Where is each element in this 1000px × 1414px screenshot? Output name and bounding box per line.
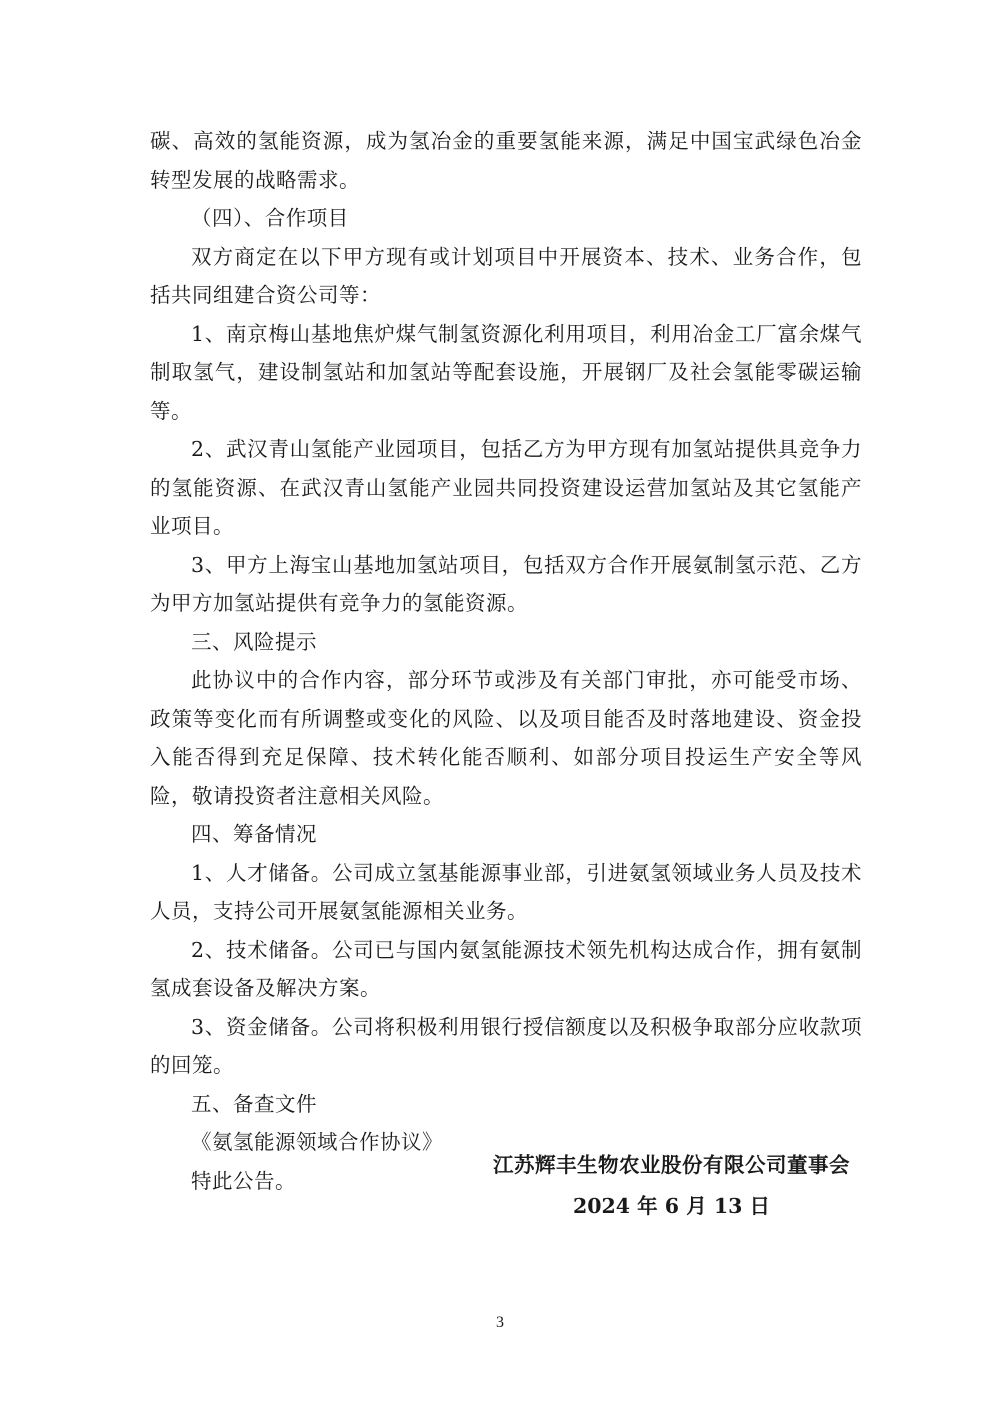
page-number: 3 [496,1314,504,1331]
list-item: 3、甲方上海宝山基地加氢站项目，包括双方合作开展氨制氢示范、乙方为甲方加氢站提供有竞争力的氢能资源。 [150,552,862,615]
list-item: 2、武汉青山氢能产业园项目，包括乙方为甲方现有加氢站提供具竞争力的氢能资源、在武汉青山氢能产业园共同投资建设运营加氢站及其它氢能产业项目。 [150,437,862,538]
section-heading-risk-notice: 三、风险提示 [191,629,317,654]
closing-statement: 特此公告。 [191,1168,296,1193]
reference-document-title: 《氨氢能源领域合作协议》 [191,1130,443,1154]
signature-date: 2024 年 6 月 13 日 [572,1194,771,1218]
list-item: 1、人才储备。公司成立氢基能源事业部，引进氨氢领域业务人员及技术人员，支持公司开展氨氢能源相关业务。 [150,860,862,923]
list-item: 3、资金储备。公司将积极利用银行授信额度以及积极争取部分应收款项的回笼。 [150,1014,862,1077]
paragraph: 此协议中的合作内容，部分环节或涉及有关部门审批，亦可能受市场、政策等变化而有所调整或变化的风险、以及项目能否及时落地建设、资金投入能否得到充足保障、技术转化能否顺利、如部分项目投运生产安全等风险，敬请投资者注意相关风险。 [150,668,862,808]
paragraph: 双方商定在以下甲方现有或计划项目中开展资本、技术、业务合作，包括共同组建合资公司等： [150,244,862,307]
paragraph-continuation: 碳、高效的氢能资源，成为氢冶金的重要氢能来源，满足中国宝武绿色冶金转型发展的战略需求。 [150,129,862,192]
list-item: 1、南京梅山基地焦炉煤气制氢资源化利用项目，利用冶金工厂富余煤气制取氢气，建设制氢站和加氢站等配套设施，开展钢厂及社会氢能零碳运输等。 [150,321,862,423]
section-heading-cooperation-projects: （四）、合作项目 [191,206,349,230]
section-heading-preparation: 四、筹备情况 [191,822,317,846]
signature-block [493,1145,850,1227]
announcement-body [150,122,862,1200]
section-heading-reference-documents: 五、备查文件 [191,1091,317,1116]
list-item: 2、技术储备。公司已与国内氨氢能源技术领先机构达成合作，拥有氨制氢成套设备及解决方案。 [150,937,862,1000]
signatory-company: 江苏辉丰生物农业股份有限公司董事会 [493,1153,850,1177]
